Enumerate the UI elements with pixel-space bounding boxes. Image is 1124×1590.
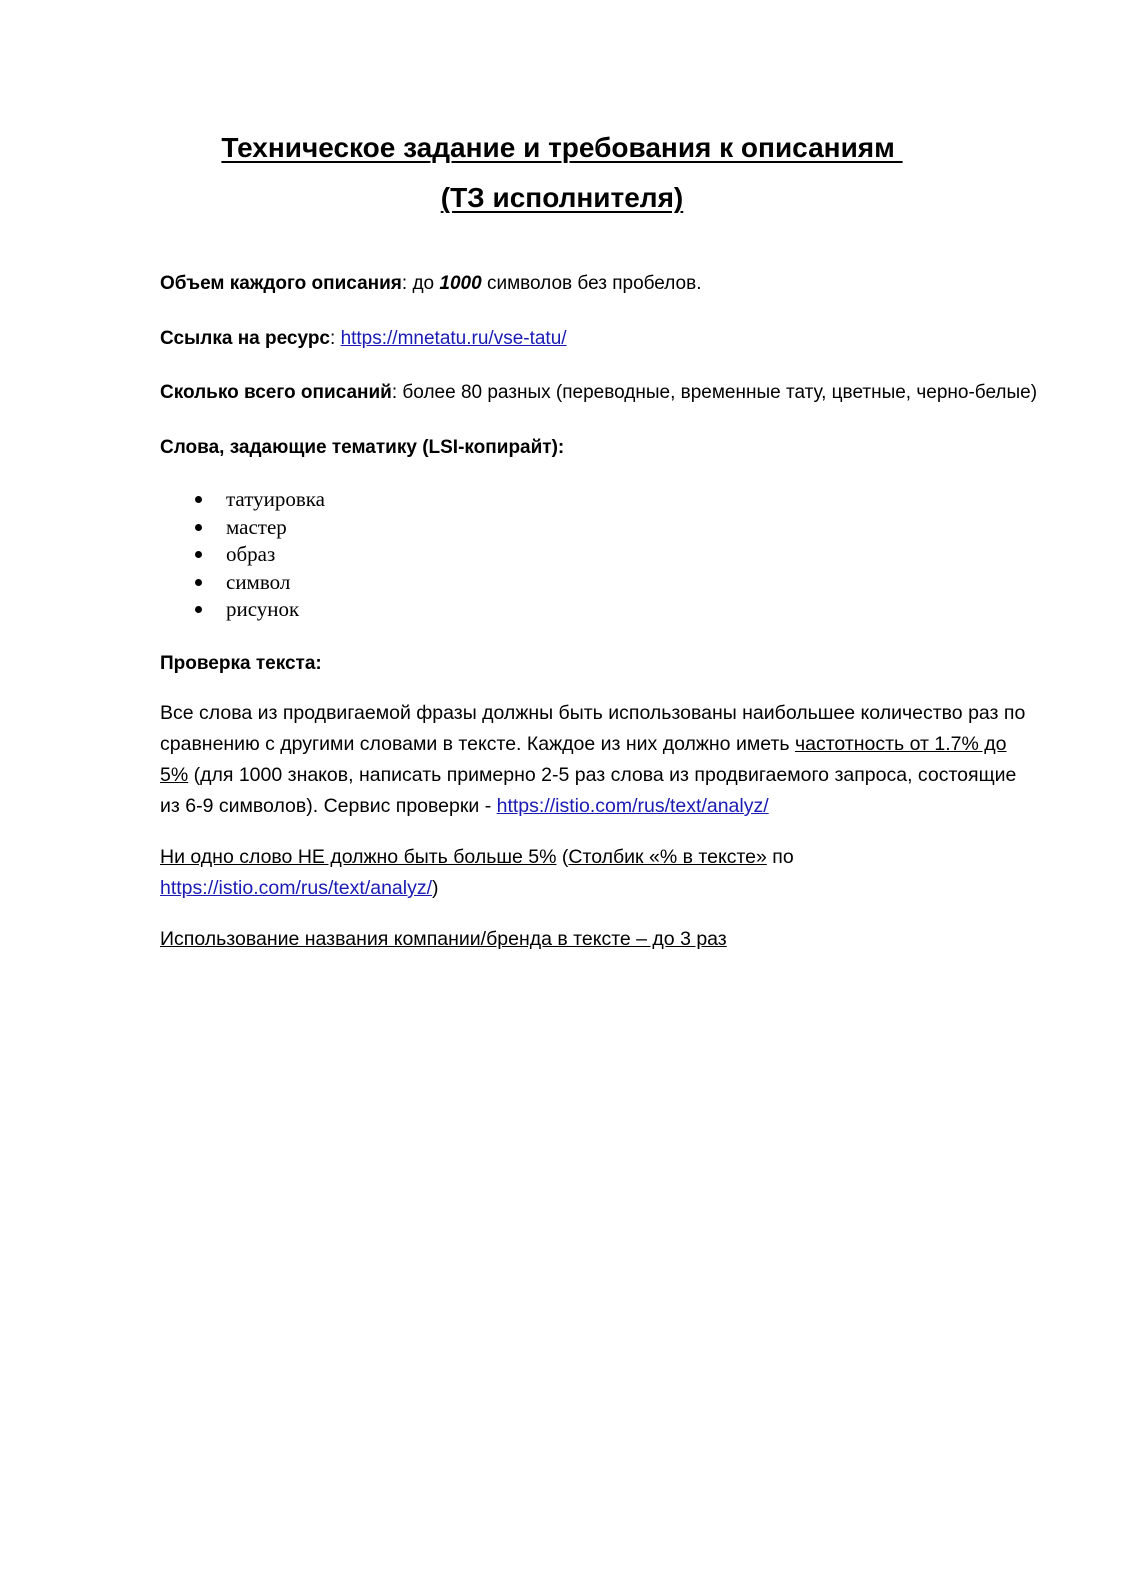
bullet-icon — [195, 524, 202, 531]
brand-usage-paragraph — [160, 924, 1040, 955]
check-text-part-2: (для 1000 знаков, написать примерно 2-5 раз слова из продвигаемого запроса, состоящие из 6-9 символов). Сервис проверки - — [160, 764, 1017, 817]
volume-value: 1000 — [439, 273, 482, 294]
by-word: по — [766, 846, 794, 868]
count-label: Сколько всего описаний — [160, 382, 392, 403]
frequency-requirement: частотность от 1.7% до 5% — [160, 733, 1007, 786]
document-title-line-2: (ТЗ исполнителя) — [440, 182, 684, 213]
lsi-word: символ — [226, 569, 291, 594]
bullet-icon — [195, 551, 202, 558]
text-check-paragraph — [160, 698, 1040, 822]
lsi-heading: Слова, задающие тематику (LSI-копирайт): — [160, 437, 565, 458]
paren-open: ( — [556, 846, 569, 868]
column-name: Столбик «% в тексте» — [568, 846, 767, 868]
resource-link[interactable]: https://mnetatu.ru/vse-tatu/ — [340, 328, 567, 349]
list-item — [194, 596, 325, 624]
max-frequency-rule: Ни одно слово НЕ должно быть больше 5% — [160, 846, 557, 868]
text-check-heading: Проверка текста: — [160, 653, 322, 674]
volume-separator: : до — [401, 273, 440, 294]
list-item — [194, 486, 325, 514]
count-rest: : более 80 разных (переводные, временные тату, цветные, черно-белые) — [391, 382, 1038, 403]
lsi-word: образ — [226, 542, 276, 566]
resource-link-line — [160, 328, 567, 350]
lsi-word: мастер — [226, 514, 287, 539]
list-item — [194, 514, 325, 542]
description-volume-line — [160, 273, 702, 295]
analyz-link[interactable]: https://istio.com/rus/text/analyz/ — [160, 877, 433, 899]
paren-close: ) — [432, 877, 439, 899]
max-frequency-paragraph — [160, 842, 1040, 904]
lsi-word-list — [194, 486, 325, 624]
list-item — [194, 541, 325, 569]
volume-rest: символов без пробелов. — [481, 273, 702, 294]
lsi-word: рисунок — [226, 597, 300, 621]
bullet-icon — [195, 496, 202, 503]
lsi-word: татуировка — [226, 487, 325, 511]
bullet-icon — [195, 606, 202, 613]
document-title-line-1: Техническое задание и требования к описаниям — [221, 132, 903, 163]
resource-label: Ссылка на ресурс — [160, 328, 330, 349]
bullet-icon — [195, 579, 202, 586]
check-text-part-1: Все слова из продвигаемой фразы должны быть использованы наибольшее количество раз по сравнению с другими словами в тексте. Каждое из них должно иметь — [160, 702, 1026, 755]
check-service-link[interactable]: https://istio.com/rus/text/analyz/ — [496, 795, 769, 817]
descriptions-count-line — [160, 382, 1037, 404]
list-item — [194, 569, 325, 597]
brand-usage-rule: Использование названия компании/бренда в тексте – до 3 раз — [160, 928, 727, 950]
volume-label: Объем каждого описания — [160, 273, 402, 294]
resource-separator: : — [330, 328, 341, 349]
